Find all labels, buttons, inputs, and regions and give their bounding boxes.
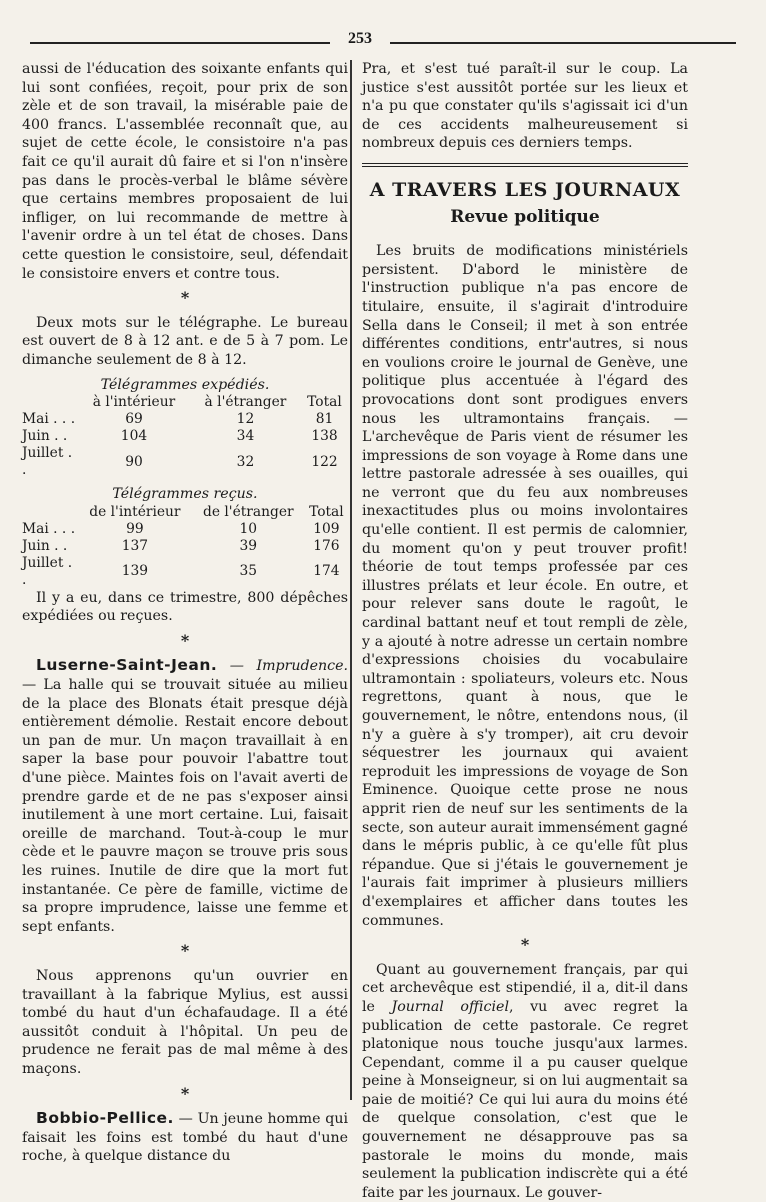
table-cell: 69 — [125, 411, 143, 428]
page-number: 253 — [348, 30, 372, 47]
table-cell: 176 — [313, 537, 340, 554]
table-cell: 32 — [236, 453, 255, 470]
table-cell: 90 — [125, 453, 143, 470]
header-rule-left — [30, 42, 330, 44]
table-cell: 137 — [121, 537, 149, 554]
table-row — [22, 428, 348, 445]
section-subtitle: Revue politique — [450, 206, 600, 227]
journal-officiel: Journal officiel — [391, 998, 509, 1015]
headline-luserne: Luserne-Saint-Jean. — [36, 656, 218, 675]
recv-header-cell: Total — [309, 503, 344, 520]
paragraph-revue: Les bruits de modifications ministériels persistent. D'abord le ministère de l'instruction publique n'a pas encore de titulaire, ensuite, il s'agirait d'introduire Sella dans le Conseil; il met à son entrée différentes conditions, entr'autres, si nous en voulions croire le journal de Genève, une politique plus accentuée à l'égard des provocations dont sont prodigues envers nous les ultramontains français. — L'archevêque de Paris vient de résumer les impressions de son voyage à Rome dans une lettre pastorale adressée à ses ouailles, qui ne verront que du feu aux nombreuses inexactitudes plus ou moins involontaires qu'elle contient. Il est permis de calomnier, du moment qu'on y peut trouver profit! théorie de tout temps professée par ces illustres prélats et leur école. En outre, et pour relever sans doute le ragoût, le cardinal battant neuf et tout rempli de zèle, y a ajouté à notre adresse un certain nombre d'expressions choisies du vocabulaire ultramontain : spoliateurs, voleurs etc. Nous regrettons, quant à nous, que le gouvernement, le nôtre, entendons nous, (il n'y a guère à s'y tromper), ait cru devoir séquestrer les journaux qui avaient reproduit les impressions de voyage de Son Eminence. Quoique cette prose ne nous apprit rien de neuf sur les sentiments de la secte, son auteur aurait immensément gagné dans le mépris public, à ce qu'elle fût plus répandue. Que si j'étais le gouvernement je l'aurais fait imprimer à plusieurs milliers d'exemplaires et afficher dans toutes les communes. — [362, 243, 688, 929]
table-cell: 39 — [239, 537, 258, 554]
month-label: Juillet . . — [22, 554, 73, 588]
sent-header-cell: à l'étranger — [204, 394, 287, 411]
section-title: A TRAVERS LES JOURNAUX — [369, 178, 681, 201]
month-label: Juin . . — [22, 537, 68, 554]
bobbio-body: — Un jeune homme qui faisait les foins est tombé du haut d'une roche, à quelque distance du — [22, 1111, 348, 1165]
table-row — [22, 411, 348, 428]
separator-star: * — [180, 1083, 190, 1103]
page-header — [30, 30, 736, 54]
left-column — [22, 60, 348, 1166]
sent-title: Télégrammes expédiés. — [100, 376, 270, 393]
sent-header-cell: à l'intérieur — [92, 394, 176, 411]
separator-star: * — [180, 941, 190, 961]
table-row — [22, 445, 348, 479]
month-label: Mai . . . — [22, 520, 76, 537]
table-cell: 174 — [313, 563, 340, 580]
luserne-subhead: — Imprudence. — [229, 658, 348, 675]
table-row — [22, 538, 348, 555]
table-cell: 122 — [311, 453, 338, 470]
table-cell: 104 — [120, 428, 148, 445]
sent-header-cell — [22, 394, 78, 411]
recv-header-cell: de l'intérieur — [89, 503, 181, 520]
table-cell: 138 — [311, 428, 338, 445]
table-cell: 81 — [315, 411, 334, 428]
sent-table — [22, 394, 348, 479]
table-row — [22, 555, 348, 589]
sent-header-cell: Total — [307, 394, 342, 411]
recv-header-cell: de l'étranger — [202, 503, 294, 520]
sent-header-row — [22, 394, 348, 411]
paragraph-bobbio — [22, 1109, 348, 1166]
gouv-text-a: Quant au gouvernement français, par qui cet archevêque est stipendié, il a, dit-il dans le — [362, 961, 688, 1015]
paragraph-luserne — [22, 656, 348, 936]
table-cell: 34 — [236, 428, 255, 445]
month-label: Juin . . — [22, 428, 68, 445]
recv-header-cell — [22, 504, 78, 521]
table-cell: 12 — [236, 411, 255, 428]
paragraph-mylius: Nous apprenons qu'un ouvrier en travaillant à la fabrique Mylius, est aussi tombé du haut d'un échafaudage. Il a été aussitôt conduit à l'hôpital. Un peu de prudence ne ferait pas de mal même à des maçons. — [22, 967, 348, 1077]
recv-title: Télégrammes reçus. — [112, 486, 258, 503]
paragraph-depeches: Il y a eu, dans ce trimestre, 800 dépêches expédiées ou reçues. — [22, 589, 348, 625]
table-cell: 109 — [313, 520, 340, 537]
recv-table — [22, 504, 348, 589]
separator-star: * — [520, 935, 530, 955]
paragraph-pra: Pra, et s'est tué paraît-il sur le coup. La justice s'est aussitôt portée sur les lieux et n'a pu que constater qu'ils s'agissait ici d'un de ces accidents malheureusement si nombreux depuis ces derniers temps. — [362, 61, 688, 152]
headline-bobbio: Bobbio-Pellice. — [36, 1109, 174, 1128]
separator-star: * — [180, 630, 190, 650]
luserne-body: — La halle qui se trouvait située au milieu de la place des Blonats était presque déjà entièrement démolie. Restait encore debout un pan de mur. Un maçon travaillait à en saper la base pour pouvoir l'abattre tout d'une pièce. Maintes fois on l'avait averti de prendre garde et de ne pas s'exposer ainsi inutilement à une mort certaine. Lui, faisait oreille de marchand. Tout-à-coup le mur cède et le pauvre maçon se trouve pris sous les ruines. Inutile de dire que la mort fut instantanée. Ce père de famille, victime de sa propre imprudence, laisse une femme et sept enfants. — [22, 677, 348, 935]
month-label: Mai . . . — [22, 411, 76, 428]
column-divider — [350, 60, 352, 1100]
table-cell: 10 — [239, 520, 258, 537]
gouv-text-b: , vu avec regret la publication de cette pastorale. Ce regret platonique nous touche jusqu'aux larmes. Cependant, comme il a pu causer quelque peine à Monseigneur, si on lui augmentait sa paie de moitié? Ce qui lui aura du moins été de quelque consolation, c'est que le gouvernement ne désapprouve pas sa pastorale le moins du monde, mais seulement la publication indiscrète qui a été faite par les journaux. Le gouver- — [362, 998, 689, 1201]
month-label: Juillet . . — [22, 445, 73, 479]
table-cell: 139 — [121, 563, 149, 580]
section-rule — [362, 163, 688, 167]
paragraph-ecole: aussi de l'éducation des soixante enfants qui lui sont confiées, reçoit, pour prix de son zèle et de son travail, la misérable paie de 400 francs. L'assemblée reconnaît que, au sujet de cette école, le consistoire n'a pas fait ce qu'il aurait dû faire et si l'on n'insère pas dans le procès-verbal le blâme sévère que certains membres proposaient de lui infliger, on lui recommande de mettre à l'avenir ordre à un tel état de choses. Dans cette question le consistoire, seul, défendait le consistoire envers et contre tous. — [22, 61, 348, 282]
table-cell: 35 — [239, 563, 258, 580]
recv-header-row — [22, 504, 348, 521]
separator-star: * — [180, 288, 190, 308]
paragraph-telegraphe: Deux mots sur le télégraphe. Le bureau est ouvert de 8 à 12 ant. e de 5 à 7 pom. Le dimanche seulement de 8 à 12. — [22, 314, 348, 368]
table-row — [22, 521, 348, 538]
paragraph-gouvernement — [362, 961, 688, 1202]
header-rule-right — [390, 42, 736, 44]
table-cell: 99 — [126, 520, 144, 537]
right-column — [362, 60, 688, 1202]
